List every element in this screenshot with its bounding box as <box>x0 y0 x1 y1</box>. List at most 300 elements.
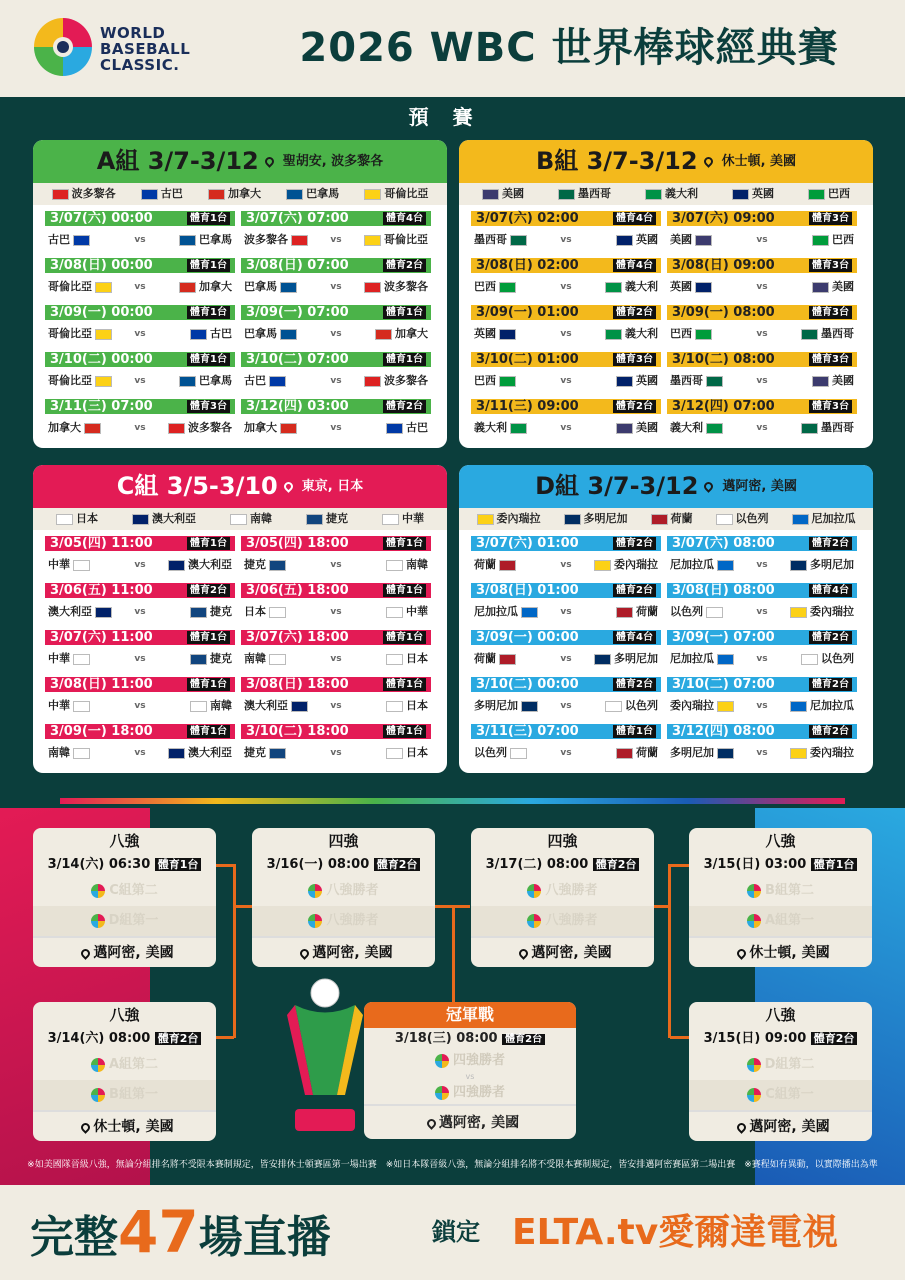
team-name: 捷克 <box>326 512 348 525</box>
bracket-line <box>668 864 671 1038</box>
match-date: 3/10(二) 00:00 <box>50 352 153 367</box>
match-card <box>667 536 857 579</box>
team-name: 荷蘭 <box>635 746 658 759</box>
match-time <box>241 677 431 692</box>
team-home <box>670 598 750 626</box>
flag-icon <box>716 514 733 525</box>
wbc-mini-icon <box>747 884 761 898</box>
match-teams <box>667 645 857 673</box>
vs-label: vs <box>134 607 146 617</box>
knockout-card <box>33 1002 216 1141</box>
team-away <box>578 551 658 579</box>
match-teams <box>667 273 857 301</box>
team-away <box>152 367 232 395</box>
team-name: 尼加拉瓜 <box>670 558 714 571</box>
flag-icon <box>499 376 516 387</box>
team-name: 尼加拉瓜 <box>811 512 856 525</box>
match-grid <box>33 530 447 773</box>
slot <box>689 876 872 906</box>
flag-icon <box>616 423 633 434</box>
match-time <box>667 583 857 598</box>
flag-icon <box>594 654 611 665</box>
vs-label: vs <box>756 423 768 433</box>
logo-line: BASEBALL <box>100 40 191 58</box>
team-name: 日本 <box>244 605 266 618</box>
team-name: 義大利 <box>624 327 658 340</box>
team-away <box>774 551 854 579</box>
vs-label: vs <box>134 329 146 339</box>
match-date: 3/11(三) 07:00 <box>476 724 579 739</box>
color-stripe <box>60 798 845 804</box>
vs-label: vs <box>560 607 572 617</box>
team-away <box>152 414 232 442</box>
match-time <box>667 399 857 414</box>
round-title: 八強 <box>109 1006 140 1024</box>
match-teams <box>471 739 661 767</box>
match-date: 3/10(二) 07:00 <box>672 677 775 692</box>
match-date: 3/09(一) 07:00 <box>246 305 349 320</box>
flag-icon <box>792 514 809 525</box>
vs-label: vs <box>330 376 342 386</box>
location-pin-icon <box>736 1121 749 1134</box>
team-away <box>578 739 658 767</box>
flag-icon <box>386 423 403 434</box>
round-date <box>689 1028 872 1050</box>
team-name: 巴西 <box>474 280 496 293</box>
vs-label: vs <box>756 235 768 245</box>
match-teams <box>241 551 431 579</box>
team-name: 英國 <box>752 187 774 200</box>
flag-icon <box>73 701 90 712</box>
venue <box>33 936 216 966</box>
match-card <box>45 536 235 579</box>
flag-icon <box>364 189 381 200</box>
match-time <box>45 630 235 645</box>
match-date: 3/08(日) 11:00 <box>50 677 153 692</box>
flag-icon <box>269 748 286 759</box>
channel-badge: 體育2台 <box>809 537 852 550</box>
venue-text: 邁阿密, 美國 <box>531 945 612 961</box>
team-item <box>230 508 272 530</box>
team-name: 尼加拉瓜 <box>809 699 854 712</box>
bracket-line <box>216 864 234 867</box>
channel-badge: 體育1台 <box>187 678 230 691</box>
team-away <box>348 273 428 301</box>
match-time <box>471 724 661 739</box>
slot-text: 八強勝者 <box>326 913 379 928</box>
flag-icon <box>386 560 403 571</box>
match-teams <box>667 367 857 395</box>
date-text: 3/14(六) 08:00 <box>47 1031 151 1046</box>
match-date: 3/05(四) 11:00 <box>50 536 153 551</box>
channel-badge: 體育1台 <box>383 678 426 691</box>
match-card <box>45 724 235 767</box>
team-name: 中華 <box>405 605 428 618</box>
match-teams <box>241 226 431 254</box>
vs-label: vs <box>560 329 572 339</box>
round-date <box>689 854 872 876</box>
group-name: B組 3/7-3/12 <box>535 147 698 175</box>
team-name: 哥倫比亞 <box>384 187 429 200</box>
team-name: 巴拿馬 <box>244 280 277 293</box>
channel-badge: 體育1台 <box>187 259 230 272</box>
brand-logo: ELTA.tv愛爾達電視 <box>512 1212 839 1253</box>
flag-icon <box>499 329 516 340</box>
team-home <box>244 320 324 348</box>
team-home <box>244 598 324 626</box>
wbc-mini-icon <box>747 914 761 928</box>
match-teams <box>667 320 857 348</box>
venue <box>689 1110 872 1140</box>
round-title: 八強 <box>765 1006 796 1024</box>
flag-icon <box>168 748 185 759</box>
flag-icon <box>801 654 818 665</box>
channel-badge: 體育1台 <box>383 725 426 738</box>
team-name: 捷克 <box>209 605 232 618</box>
team-item <box>208 183 261 205</box>
channel-badge: 體育3台 <box>187 400 230 413</box>
match-teams <box>241 320 431 348</box>
team-name: 尼加拉瓜 <box>670 652 714 665</box>
team-name: 美國 <box>635 421 658 434</box>
final-title: 冠軍戰 <box>364 1002 576 1028</box>
flag-icon <box>801 423 818 434</box>
match-card <box>241 630 431 673</box>
channel-badge: 體育2台 <box>809 678 852 691</box>
group-venue: 休士頓, 美國 <box>721 154 797 169</box>
team-name: 英國 <box>670 280 692 293</box>
channel-badge: 體育2台 <box>155 1032 202 1045</box>
team-item <box>808 183 850 205</box>
flag-icon <box>482 189 499 200</box>
match-teams <box>471 414 661 442</box>
round-title: 四強 <box>547 832 578 850</box>
team-name: 荷蘭 <box>474 652 496 665</box>
team-name: 中華 <box>48 652 70 665</box>
team-away <box>578 273 658 301</box>
match-teams <box>45 551 235 579</box>
vs-label: vs <box>330 748 342 758</box>
location-pin-icon <box>703 480 716 493</box>
match-teams <box>471 551 661 579</box>
team-name: 加拿大 <box>394 327 428 340</box>
match-card <box>667 630 857 673</box>
flag-icon <box>286 189 303 200</box>
match-teams <box>471 692 661 720</box>
flag-icon <box>605 701 622 712</box>
channel-badge: 體育4台 <box>809 584 852 597</box>
team-name: 墨西哥 <box>820 421 854 434</box>
channel-badge: 體育2台 <box>809 725 852 738</box>
flag-icon <box>499 282 516 293</box>
match-teams <box>241 273 431 301</box>
team-name: 巴拿馬 <box>244 327 277 340</box>
knockout-card <box>33 828 216 967</box>
match-card <box>241 352 431 395</box>
vs-label: vs <box>756 701 768 711</box>
team-item <box>732 183 774 205</box>
flag-icon <box>706 423 723 434</box>
match-date: 3/08(日) 02:00 <box>476 258 579 273</box>
knockout-card <box>689 828 872 967</box>
match-teams <box>471 367 661 395</box>
team-name: 巴拿馬 <box>306 187 340 200</box>
team-name: 南韓 <box>244 652 266 665</box>
location-pin-icon <box>282 480 295 493</box>
channel-badge: 體育1台 <box>383 353 426 366</box>
flag-icon <box>95 282 112 293</box>
team-home <box>48 645 128 673</box>
match-date: 3/08(日) 07:00 <box>246 258 349 273</box>
group-d-panel <box>459 465 873 773</box>
match-date: 3/08(日) 08:00 <box>672 583 775 598</box>
match-time <box>471 583 661 598</box>
match-date: 3/06(五) 11:00 <box>50 583 153 598</box>
vs-label: vs <box>330 560 342 570</box>
team-name: 美國 <box>670 233 692 246</box>
flag-icon <box>95 329 112 340</box>
team-home <box>244 414 324 442</box>
page-title: 2026 WBC 世界棒球經典賽 <box>233 0 905 97</box>
team-away <box>348 739 428 767</box>
team-name: 委內瑞拉 <box>809 746 854 759</box>
channel-badge: 體育2台 <box>383 259 426 272</box>
team-away <box>774 598 854 626</box>
team-home <box>670 320 750 348</box>
slot-text: 八強勝者 <box>545 883 598 898</box>
group-venue: 聖胡安, 波多黎各 <box>282 154 384 169</box>
team-away <box>152 598 232 626</box>
flag-icon <box>717 701 734 712</box>
vs-label: vs <box>330 654 342 664</box>
team-home <box>670 645 750 673</box>
flag-icon <box>616 748 633 759</box>
match-time <box>241 258 431 273</box>
match-card <box>45 305 235 348</box>
team-name: 南韓 <box>250 512 272 525</box>
location-pin-icon <box>736 947 749 960</box>
team-name: 以色列 <box>474 746 507 759</box>
vs-label: vs <box>756 748 768 758</box>
slot <box>252 906 435 936</box>
team-home <box>474 320 554 348</box>
channel-badge: 體育2台 <box>811 1032 858 1045</box>
match-card <box>667 724 857 767</box>
logo-line: WORLD <box>100 24 166 42</box>
channel-badge: 體育2台 <box>502 1034 545 1045</box>
match-date: 3/07(六) 07:00 <box>246 211 349 226</box>
round-title: 八強 <box>765 832 796 850</box>
round-title: 八強 <box>109 832 140 850</box>
flag-icon <box>616 607 633 618</box>
team-home <box>244 226 324 254</box>
match-teams <box>241 598 431 626</box>
team-item <box>306 508 348 530</box>
group-b-panel <box>459 140 873 448</box>
wbc-mini-icon <box>308 914 322 928</box>
match-card <box>471 583 661 626</box>
team-list <box>459 183 873 205</box>
flag-icon <box>790 607 807 618</box>
location-pin-icon <box>263 155 276 168</box>
flag-icon <box>280 329 297 340</box>
vs-label: vs <box>134 560 146 570</box>
vs-label: vs <box>330 423 342 433</box>
match-teams <box>667 414 857 442</box>
match-time <box>45 399 235 414</box>
match-card <box>471 352 661 395</box>
match-time <box>241 352 431 367</box>
slot <box>471 906 654 936</box>
flag-icon <box>717 748 734 759</box>
vs-label: vs <box>330 701 342 711</box>
team-away <box>348 598 428 626</box>
flag-icon <box>73 654 90 665</box>
bracket-line <box>233 905 253 908</box>
team-away <box>348 320 428 348</box>
team-name: 波多黎各 <box>187 421 232 434</box>
location-pin-icon <box>702 155 715 168</box>
group-name: D組 3/7-3/12 <box>535 472 699 500</box>
match-teams <box>471 320 661 348</box>
team-home <box>48 367 128 395</box>
team-name: 義大利 <box>670 421 703 434</box>
team-home <box>48 414 128 442</box>
match-date: 3/09(一) 00:00 <box>50 305 153 320</box>
flag-icon <box>179 235 196 246</box>
flag-icon <box>132 514 149 525</box>
flag-icon <box>812 282 829 293</box>
team-name: 古巴 <box>244 374 266 387</box>
venue <box>471 936 654 966</box>
team-name: 巴拿馬 <box>198 374 232 387</box>
channel-badge: 體育2台 <box>613 584 656 597</box>
vs-label: vs <box>560 701 572 711</box>
team-away <box>152 320 232 348</box>
channel-badge: 體育2台 <box>374 858 421 871</box>
vs-label: vs <box>560 654 572 664</box>
team-away <box>578 414 658 442</box>
final-slot <box>364 1050 576 1072</box>
flag-icon <box>291 701 308 712</box>
team-away <box>152 226 232 254</box>
flag-icon <box>605 329 622 340</box>
match-time <box>667 724 857 739</box>
channel-badge: 體育4台 <box>383 212 426 225</box>
flag-icon <box>179 282 196 293</box>
team-away <box>774 692 854 720</box>
match-date: 3/05(四) 18:00 <box>246 536 349 551</box>
match-date: 3/08(日) 18:00 <box>246 677 349 692</box>
match-time <box>667 258 857 273</box>
team-home <box>244 739 324 767</box>
match-grid <box>459 205 873 448</box>
team-name: 古巴 <box>209 327 232 340</box>
vs-label: vs <box>756 654 768 664</box>
match-teams <box>471 645 661 673</box>
bracket-line <box>452 905 455 1003</box>
match-card <box>471 677 661 720</box>
match-date: 3/09(一) 00:00 <box>476 630 579 645</box>
team-home <box>670 414 750 442</box>
flag-icon <box>95 607 112 618</box>
team-name: 美國 <box>831 280 854 293</box>
team-item <box>132 508 196 530</box>
logo-text <box>100 25 190 73</box>
flag-icon <box>732 189 749 200</box>
match-date: 3/12(四) 03:00 <box>246 399 349 414</box>
team-name: 英國 <box>635 233 658 246</box>
venue-text: 休士頓, 美國 <box>93 1119 174 1135</box>
vs-label: vs <box>134 748 146 758</box>
match-card <box>667 583 857 626</box>
match-time <box>667 677 857 692</box>
match-time <box>241 724 431 739</box>
team-away <box>152 645 232 673</box>
round-date <box>252 854 435 876</box>
match-date: 3/07(六) 02:00 <box>476 211 579 226</box>
group-header <box>459 140 873 183</box>
slot <box>689 1050 872 1080</box>
flag-icon <box>790 701 807 712</box>
team-name: 委內瑞拉 <box>809 605 854 618</box>
team-name: 中華 <box>402 512 424 525</box>
team-name: 波多黎各 <box>383 280 428 293</box>
match-time <box>45 211 235 226</box>
date-text: 3/15(日) 03:00 <box>703 857 807 872</box>
slot-text: A組第二 <box>108 1057 159 1072</box>
team-name: 英國 <box>635 374 658 387</box>
match-teams <box>241 367 431 395</box>
team-name: 委內瑞拉 <box>670 699 714 712</box>
team-name: 加拿大 <box>227 187 261 200</box>
team-home <box>670 273 750 301</box>
team-home <box>670 739 750 767</box>
flag-icon <box>386 607 403 618</box>
team-name: 日本 <box>405 699 428 712</box>
venue <box>33 1110 216 1140</box>
knockout-card <box>689 1002 872 1141</box>
flag-icon <box>364 282 381 293</box>
location-pin-icon <box>299 947 312 960</box>
flag-icon <box>521 701 538 712</box>
flag-icon <box>190 654 207 665</box>
lock-text: 鎖定 <box>432 1218 480 1246</box>
knockout-card <box>471 828 654 967</box>
vs-label: vs <box>560 235 572 245</box>
vs-label: vs <box>560 748 572 758</box>
promo-a: 完整 <box>30 1212 118 1263</box>
team-list <box>459 508 873 530</box>
match-teams <box>45 226 235 254</box>
final-slot <box>364 1082 576 1104</box>
match-card <box>471 399 661 442</box>
flag-icon <box>230 514 247 525</box>
group-header <box>459 465 873 508</box>
wbc-mini-icon <box>91 914 105 928</box>
flag-icon <box>812 376 829 387</box>
flag-icon <box>280 282 297 293</box>
flag-icon <box>84 423 101 434</box>
wbc-mini-icon <box>91 1088 105 1102</box>
match-card <box>241 399 431 442</box>
match-date: 3/11(三) 07:00 <box>50 399 153 414</box>
channel-badge: 體育3台 <box>809 259 852 272</box>
team-name: 哥倫比亞 <box>48 327 92 340</box>
match-card <box>241 724 431 767</box>
team-name: 多明尼加 <box>809 558 854 571</box>
match-teams <box>45 739 235 767</box>
